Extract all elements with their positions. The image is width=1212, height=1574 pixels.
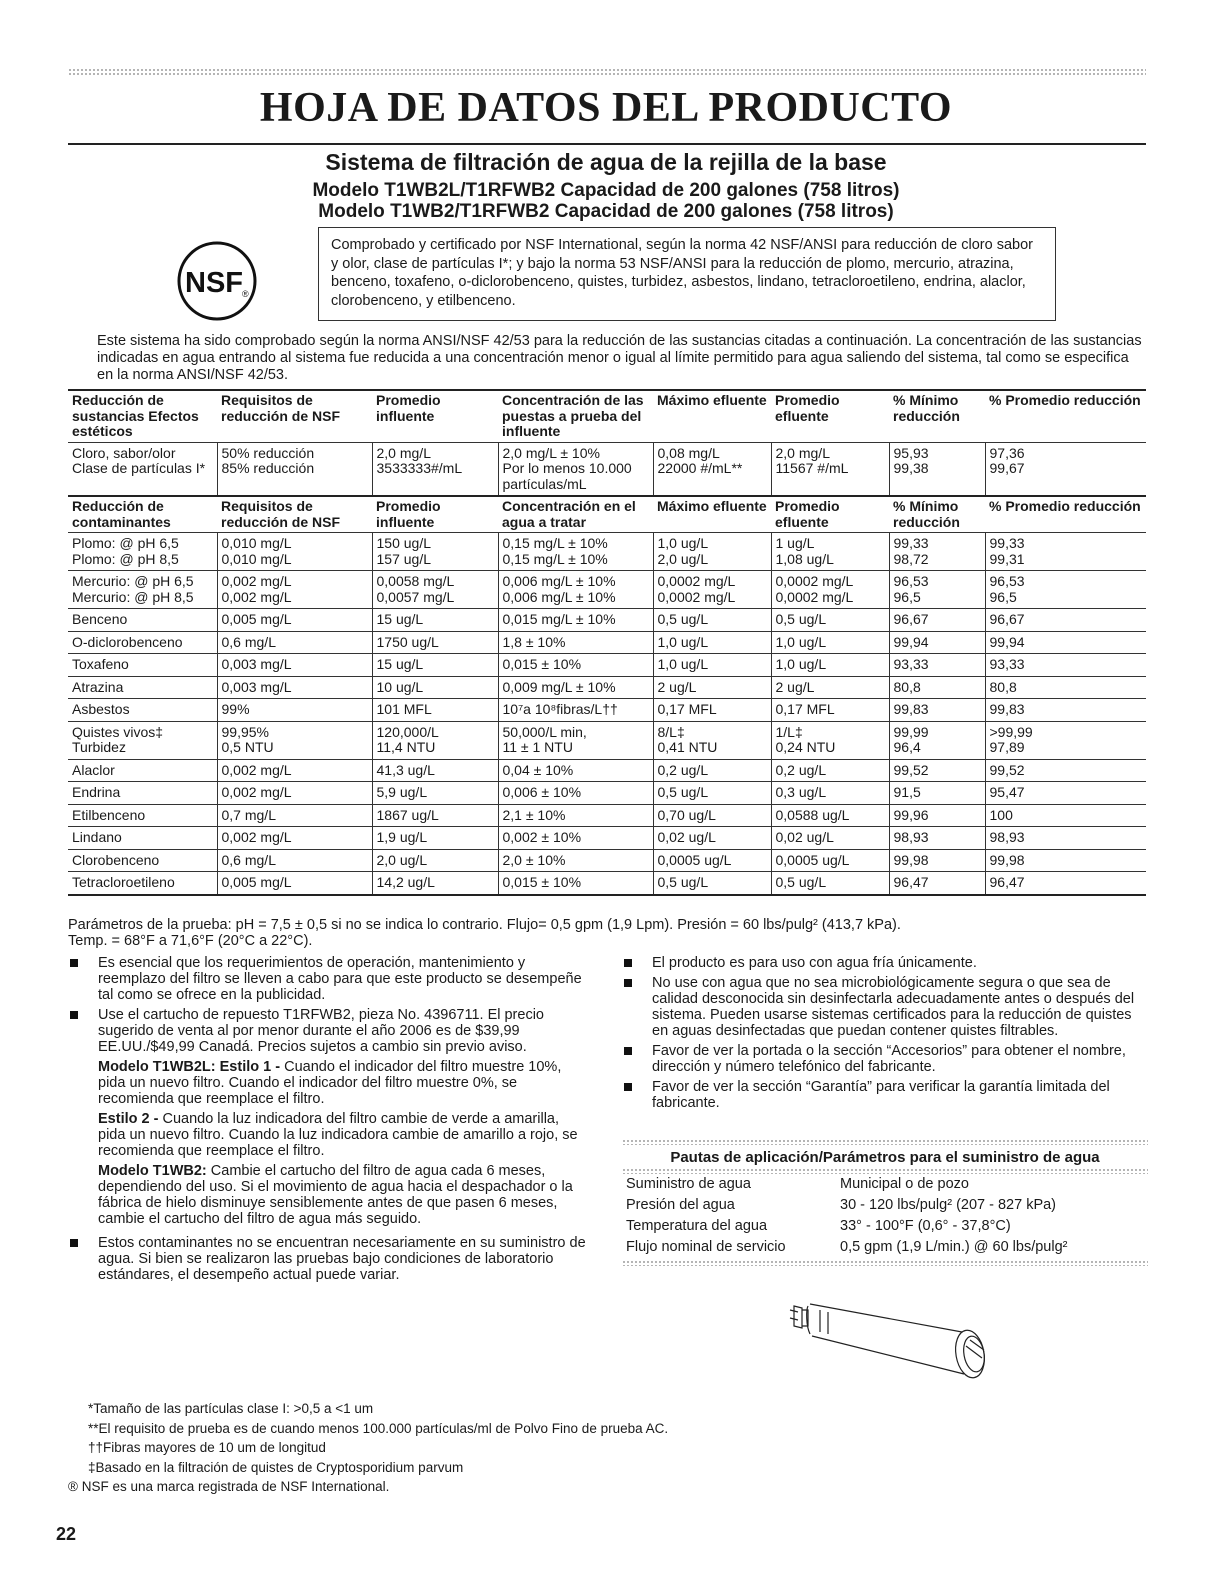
- table-cell: 96,47: [985, 872, 1146, 895]
- page-number: 22: [56, 1524, 77, 1544]
- dotted-rule: [622, 1260, 1148, 1266]
- table-cell: 0,6 mg/L: [217, 631, 372, 654]
- table-cell: 50% reducción 85% reducción: [217, 442, 372, 496]
- table-cell: 0,08 mg/L 22000 #/mL**: [653, 442, 771, 496]
- footnote: *Tamaño de las partículas clase I: >0,5 a <1 um: [88, 1401, 374, 1416]
- svg-text:®: ®: [242, 289, 249, 299]
- table-cell: 0,0058 mg/L 0,0057 mg/L: [372, 571, 498, 609]
- page-title: HOJA DE DATOS DEL PRODUCTO: [259, 85, 953, 131]
- bullet-text: Favor de ver la sección “Garantía” para verificar la garantía limitada del fabricante.: [652, 1079, 1110, 1111]
- bullet-square-icon: [70, 1239, 78, 1247]
- table-cell: 120,000/L 11,4 NTU: [372, 721, 498, 759]
- table-cell: 1867 ug/L: [372, 804, 498, 827]
- table-row: Temperatura del agua 33° - 100°F (0,6° - 37,8°C): [626, 1218, 1011, 1234]
- table-cell: 0,0588 ug/L: [771, 804, 889, 827]
- bullet-item: [622, 975, 1148, 1039]
- column-header: Promedio efluente: [775, 498, 840, 530]
- table-cell: 96,67: [985, 609, 1146, 632]
- bullet-square-icon: [70, 1011, 78, 1019]
- table-cell: 0,5 ug/L: [653, 872, 771, 895]
- table-row: [68, 571, 1146, 609]
- table-cell: 0,015 ± 10%: [498, 872, 653, 895]
- test-parameters: [68, 917, 1146, 949]
- table-cell: 0,002 ± 10%: [498, 827, 653, 850]
- table-cell: 96,47: [889, 872, 985, 895]
- table-cell: 0,04 ± 10%: [498, 759, 653, 782]
- table-row: [68, 631, 1146, 654]
- table-cell: Clorobenceno: [72, 851, 160, 868]
- bullet-item: [622, 1079, 1148, 1111]
- dotted-rule: [622, 1168, 1148, 1174]
- table-cell: 0,0005 ug/L: [771, 849, 889, 872]
- table-row: [68, 609, 1146, 632]
- table-cell: Benceno: [72, 611, 128, 627]
- table-cell: 0,015 ± 10%: [498, 654, 653, 677]
- table-row: [68, 872, 1146, 895]
- table-cell: 99,83: [985, 699, 1146, 722]
- bullet-item: [622, 955, 1148, 971]
- table-cell: 0,002 mg/L: [217, 827, 372, 850]
- table-cell: 0,02 ug/L: [653, 827, 771, 850]
- table-cell: O-diclorobenceno: [72, 633, 183, 650]
- table-cell: 99,33 99,31: [985, 533, 1146, 571]
- column-header: % Promedio reducción: [989, 498, 1141, 514]
- table-cell: 95,93 99,38: [889, 442, 985, 496]
- table-cell: Mercurio: @ pH 6,5 Mercurio: @ pH 8,5: [72, 573, 194, 605]
- table-cell: 99,95% 0,5 NTU: [217, 721, 372, 759]
- table-cell: Etilbenceno: [72, 806, 146, 823]
- model-line-2: Modelo T1WB2/T1RFWB2 Capacidad de 200 galones (758 litros): [318, 201, 894, 222]
- table-cell: 50,000/L min, 11 ± 1 NTU: [498, 721, 653, 759]
- bullet-square-icon: [624, 1083, 632, 1091]
- test-parameters-line-2: Temp. = 68°F a 71,6°F (20°C a 22°C).: [68, 933, 313, 949]
- table-cell: 0,009 mg/L ± 10%: [498, 676, 653, 699]
- test-parameters-line-1: Parámetros de la prueba: pH = 7,5 ± 0,5 si no se indica lo contrario. Flujo= 0,5 gpm (1,9 Lpm). Presión = 60 lbs/pulg² (413,7 kPa).: [68, 917, 901, 933]
- column-header: Promedio influente: [376, 392, 441, 424]
- bullet-item: [68, 1007, 588, 1227]
- bullet-item: [68, 955, 588, 1003]
- table-row: [68, 804, 1146, 827]
- bullet-text: Es esencial que los requerimientos de operación, mantenimiento y reemplazo del filtro se lleven a cabo para que este producto se desempeñe tal como se ofrece en la publicidad.: [98, 955, 582, 1003]
- intro-paragraph: Este sistema ha sido comprobado según la norma ANSI/NSF 42/53 para la reducción de las sustancias citadas a continuación. La concentración de las sustancias indicadas en agua entrando al sistema fue reducida a una concentración menor o igual al límite permitido para agua saliendo del sistema, tal como se especifica en la norma ANSI/NSF 42/53.: [97, 333, 1142, 383]
- table-cell: 0,0002 mg/L 0,0002 mg/L: [653, 571, 771, 609]
- table-cell: 99,98: [889, 849, 985, 872]
- table-cell: 0,17 MFL: [771, 699, 889, 722]
- table-cell: 0,002 mg/L: [217, 782, 372, 805]
- table-cell: 2,0 ug/L: [372, 849, 498, 872]
- column-header: Máximo efluente: [657, 392, 767, 408]
- table-cell: 0,70 ug/L: [653, 804, 771, 827]
- footnote: ‡Basado en la filtración de quistes de Cryptosporidium parvum: [88, 1459, 464, 1475]
- table-cell: 99,94: [985, 631, 1146, 654]
- certification-box: Comprobado y certificado por NSF International, según la norma 42 NSF/ANSI para reducción de cloro sabor y olor, clase de partículas I*; y bajo la norma 53 NSF/ANSI para la reducción de plomo, mercurio, atrazina, benceno, toxafeno, o-diclorobenceno, quistes, turbidez, asbestos, lindano, tetracloroetileno, endrina, alaclor, clorobenceno, y etilbenceno.: [318, 227, 1056, 321]
- table-row: [68, 676, 1146, 699]
- table-cell: 1,8 ± 10%: [498, 631, 653, 654]
- table-cell: 150 ug/L 157 ug/L: [372, 533, 498, 571]
- table-cell: 0,006 mg/L ± 10% 0,006 mg/L ± 10%: [498, 571, 653, 609]
- table-cell: 80,8: [985, 676, 1146, 699]
- table-cell: 0,17 MFL: [653, 699, 771, 722]
- table-cell: 99,99 96,4: [889, 721, 985, 759]
- table-cell: 99,52: [985, 759, 1146, 782]
- bullet-text: No use con agua que no sea microbiológicamente segura o que sea de calidad desconocida sin desinfectarla adecuadamente antes o después del sistema. Pueden usarse sistemas certificados para la reducción de quistes en aguas desinfectadas que puedan contener quistes filtrables.: [652, 975, 1135, 1039]
- table-cell: 2,1 ± 10%: [498, 804, 653, 827]
- bullet-square-icon: [624, 979, 632, 987]
- table-cell: Atrazina: [72, 678, 124, 695]
- table-cell: 0,0002 mg/L 0,0002 mg/L: [771, 571, 889, 609]
- table-cell: 0,0005 ug/L: [653, 849, 771, 872]
- table-cell: 99,83: [889, 699, 985, 722]
- column-header: Reducción de contaminantes: [72, 498, 171, 530]
- table-cell: 0,005 mg/L: [217, 872, 372, 895]
- model-style-1-note: Modelo T1WB2L: Estilo 1 - Cuando el indicador del filtro muestre 10%, pida un nuevo filtro. Cuando el indicador del filtro muestre 0%, se recomienda que reemplace el filtro.: [98, 1059, 562, 1107]
- table-cell: 0,006 ± 10%: [498, 782, 653, 805]
- table-cell: Endrina: [72, 784, 121, 800]
- table-cell: 95,47: [985, 782, 1146, 805]
- performance-data-table: [68, 389, 1146, 896]
- table-row: [68, 721, 1146, 759]
- table-cell: 99%: [217, 699, 372, 722]
- table-cell: 1,0 ug/L: [653, 631, 771, 654]
- table-cell: 5,9 ug/L: [372, 782, 498, 805]
- table-cell: 0,5 ug/L: [771, 872, 889, 895]
- dotted-rule: [622, 1139, 1148, 1145]
- column-header: Promedio efluente: [775, 392, 840, 424]
- table-row: [68, 782, 1146, 805]
- table-row: [68, 759, 1146, 782]
- table-row: Suministro de agua Municipal o de pozo: [626, 1176, 969, 1192]
- table-cell: 2,0 mg/L 3533333#/mL: [372, 442, 498, 496]
- table-cell: Tetracloroetileno: [72, 874, 175, 890]
- table-cell: 0,7 mg/L: [217, 804, 372, 827]
- column-header: Requisitos de reducción de NSF: [221, 392, 341, 424]
- table-row: [68, 849, 1146, 872]
- column-header: Concentración en el agua a tratar: [502, 498, 636, 530]
- table-cell: 101 MFL: [372, 699, 498, 722]
- column-header: Máximo efluente: [657, 498, 767, 514]
- footnote-trademark: ® NSF es una marca registrada de NSF International.: [68, 1479, 390, 1494]
- table-cell: 0,3 ug/L: [771, 782, 889, 805]
- table-cell: Toxafeno: [72, 656, 129, 672]
- table-cell: Asbestos: [72, 701, 130, 717]
- table-row: [68, 827, 1146, 850]
- table-cell: 10⁷a 10⁸fibras/L††: [498, 699, 653, 722]
- table-row: [68, 699, 1146, 722]
- bullet-item: [622, 1043, 1148, 1075]
- water-supply-title: Pautas de aplicación/Parámetros para el suministro de agua: [670, 1149, 1100, 1166]
- table-cell: 93,33: [889, 654, 985, 677]
- table-cell: 93,33: [985, 654, 1146, 677]
- table-cell: 41,3 ug/L: [372, 759, 498, 782]
- table-cell: 97,36 99,67: [985, 442, 1146, 496]
- table-cell: 15 ug/L: [372, 654, 498, 677]
- table-cell: 0,2 ug/L: [653, 759, 771, 782]
- table-cell: 0,003 mg/L: [217, 654, 372, 677]
- table-cell: 98,93: [889, 827, 985, 850]
- nsf-logo-text: NSF: [185, 267, 243, 299]
- right-notes-column: [622, 955, 1148, 1115]
- table-cell: 99,52: [889, 759, 985, 782]
- column-header: % Mínimo reducción: [893, 392, 960, 424]
- table-cell: 8/L‡ 0,41 NTU: [653, 721, 771, 759]
- table-cell: 0,002 mg/L: [217, 759, 372, 782]
- table-cell: 99,98: [985, 849, 1146, 872]
- table-cell: 96,53 96,5: [985, 571, 1146, 609]
- table-cell: 0,005 mg/L: [217, 609, 372, 632]
- table-row: [68, 442, 1146, 496]
- filter-cartridge-illustration: [784, 1296, 994, 1384]
- table-cell: 1750 ug/L: [372, 631, 498, 654]
- table-cell: 0,5 ug/L: [771, 609, 889, 632]
- water-supply-table: [622, 1174, 1148, 1258]
- table-cell: >99,99 97,89: [985, 721, 1146, 759]
- water-supply-parameters: [622, 1139, 1148, 1266]
- table-cell: 1/L‡ 0,24 NTU: [771, 721, 889, 759]
- column-header: Promedio influente: [376, 498, 441, 530]
- table-cell: 1,0 ug/L: [771, 654, 889, 677]
- table-cell: Plomo: @ pH 6,5 Plomo: @ pH 8,5: [72, 535, 179, 567]
- table-cell: 0,6 mg/L: [217, 849, 372, 872]
- left-notes-column: [68, 955, 588, 1287]
- bullet-text: Favor de ver la portada o la sección “Accesorios” para obtener el nombre, dirección y número telefónico del fabricante.: [652, 1043, 1126, 1075]
- table-cell: 0,003 mg/L: [217, 676, 372, 699]
- table-cell: 1,0 ug/L: [771, 631, 889, 654]
- column-header: Reducción de sustancias Efectos estéticos: [72, 392, 199, 439]
- nsf-logo: [176, 240, 258, 322]
- top-dotted-rule: [68, 68, 1146, 76]
- table-cell: Lindano: [72, 829, 122, 845]
- column-header: % Mínimo reducción: [893, 498, 960, 530]
- table-cell: 80,8: [889, 676, 985, 699]
- table-cell: 2 ug/L: [653, 676, 771, 699]
- table-cell: 96,67: [889, 609, 985, 632]
- contaminant-header-row: [68, 496, 1146, 533]
- model-style-2-note: Estilo 2 - Cuando la luz indicadora del filtro cambie de verde a amarilla, pida un nuevo filtro. Cuando la luz indicadora cambie de amarillo a rojo, se recomienda que reemplace el filtro.: [98, 1111, 578, 1159]
- table-cell: 1,9 ug/L: [372, 827, 498, 850]
- bullet-square-icon: [70, 959, 78, 967]
- column-header: % Promedio reducción: [989, 392, 1141, 408]
- bullet-text: Estos contaminantes no se encuentran necesariamente en su suministro de agua. Si bien se realizaron las pruebas bajo condiciones de laboratorio estándares, el desempeño actual puede variar.: [98, 1235, 586, 1283]
- table-cell: 2 ug/L: [771, 676, 889, 699]
- table-cell: 99,96: [889, 804, 985, 827]
- table-cell: 0,5 ug/L: [653, 609, 771, 632]
- table-cell: 0,5 ug/L: [653, 782, 771, 805]
- table-cell: Alaclor: [72, 761, 115, 778]
- table-cell: 96,53 96,5: [889, 571, 985, 609]
- footnotes: [68, 1399, 669, 1497]
- table-row: Presión del agua 30 - 120 lbs/pulg² (207 - 827 kPa): [626, 1197, 1057, 1213]
- table-row: Flujo nominal de servicio 0,5 gpm (1,9 L/min.) @ 60 lbs/pulg²: [626, 1239, 1068, 1255]
- bullet-text: El producto es para uso con agua fría únicamente.: [652, 955, 977, 971]
- column-header: Requisitos de reducción de NSF: [221, 498, 341, 530]
- table-cell: 2,0 mg/L ± 10% Por lo menos 10.000 partículas/mL: [498, 442, 653, 496]
- table-cell: 0,010 mg/L 0,010 mg/L: [217, 533, 372, 571]
- table-cell: 0,002 mg/L 0,002 mg/L: [217, 571, 372, 609]
- table-cell: 0,015 mg/L ± 10%: [498, 609, 653, 632]
- footnote: ††Fibras mayores de 10 um de longitud: [88, 1440, 326, 1455]
- table-cell: Quistes vivos‡ Turbidez: [72, 723, 164, 755]
- table-cell: 15 ug/L: [372, 609, 498, 632]
- table-cell: 10 ug/L: [372, 676, 498, 699]
- aesthetic-header-row: [68, 390, 1146, 442]
- table-cell: 2,0 ± 10%: [498, 849, 653, 872]
- table-cell: 14,2 ug/L: [372, 872, 498, 895]
- table-cell: 0,15 mg/L ± 10% 0,15 mg/L ± 10%: [498, 533, 653, 571]
- table-cell: Cloro, sabor/olor Clase de partículas I*: [72, 444, 206, 476]
- table-row: [68, 654, 1146, 677]
- model-line-1: Modelo T1WB2L/T1RFWB2 Capacidad de 200 galones (758 litros): [312, 180, 900, 201]
- table-cell: 1 ug/L 1,08 ug/L: [771, 533, 889, 571]
- table-cell: 98,93: [985, 827, 1146, 850]
- table-row: [68, 533, 1146, 571]
- table-cell: 1,0 ug/L 2,0 ug/L: [653, 533, 771, 571]
- bullet-text: Use el cartucho de repuesto T1RFWB2, pieza No. 4396711. El precio sugerido de venta al por menor durante el año 2006 es de $39,99 EE.UU./$49,99 Canadá. Precios sujetos a cambio sin previo aviso.: [98, 1007, 544, 1055]
- model-t1wb2-note: Modelo T1WB2: Cambie el cartucho del filtro de agua cada 6 meses, dependiendo del uso. Si el movimiento de agua hacia el despachador o la fábrica de hielo disminuye sensiblemente antes de que pasen 6 meses, cambie el cartucho del filtro de agua más seguido.: [98, 1163, 573, 1227]
- table-cell: 99,33 98,72: [889, 533, 985, 571]
- footnote: **El requisito de prueba es de cuando menos 100.000 partículas/ml de Polvo Fino de prueba AC.: [88, 1420, 669, 1436]
- table-cell: 1,0 ug/L: [653, 654, 771, 677]
- table-cell: 100: [985, 804, 1146, 827]
- bullet-square-icon: [624, 1047, 632, 1055]
- table-cell: 2,0 mg/L 11567 #/mL: [771, 442, 889, 496]
- table-cell: 91,5: [889, 782, 985, 805]
- product-heading: Sistema de filtración de agua de la rejilla de la base: [325, 149, 887, 175]
- column-header: Concentración de las puestas a prueba del influente: [502, 392, 644, 439]
- table-cell: 99,94: [889, 631, 985, 654]
- table-cell: 0,2 ug/L: [771, 759, 889, 782]
- bullet-square-icon: [624, 959, 632, 967]
- table-cell: 0,02 ug/L: [771, 827, 889, 850]
- bullet-item: [68, 1235, 588, 1283]
- title-rule: [68, 143, 1146, 145]
